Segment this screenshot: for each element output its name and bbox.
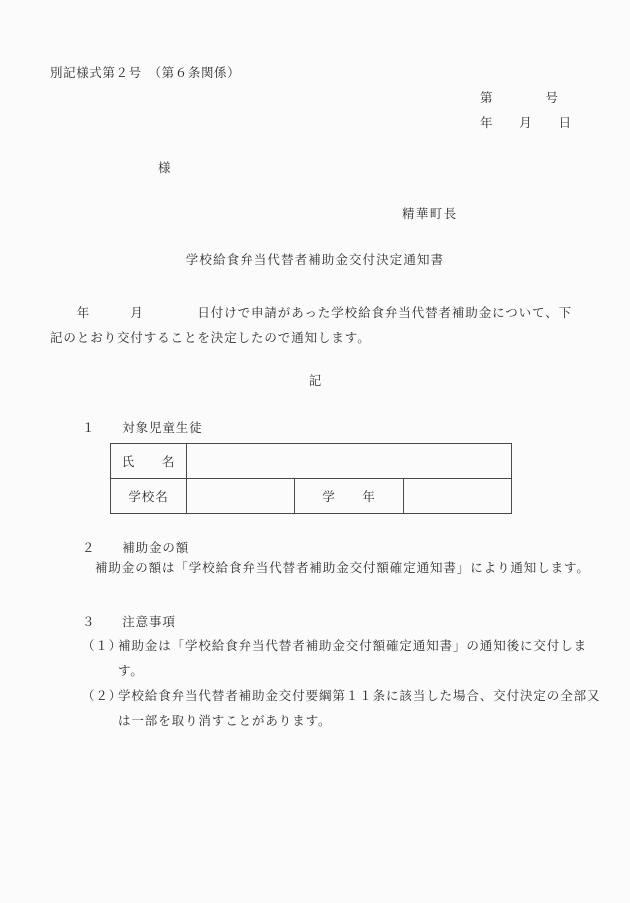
target-student-table (110, 443, 512, 514)
table-row (111, 444, 512, 479)
section-2-body: 補助金の額は「学校給食弁当代替者補助金交付額確定通知書」により通知します。 (95, 560, 590, 575)
note-item-2-marker: （２） (82, 688, 123, 703)
section-3-heading: ３ 注意事項 (82, 614, 176, 629)
document-title: 学校給食弁当代替者補助金交付決定通知書 (185, 252, 445, 267)
document-date-field: 年 月 日 (480, 115, 572, 130)
cell-grade-value[interactable] (403, 479, 511, 514)
cell-name-value[interactable] (187, 444, 512, 479)
body-paragraph: 年 月 日付けで申請があった学校給食弁当代替者補助金について、下記のとおり交付することを決定したので通知します。 (50, 305, 572, 345)
section-2-heading: ２ 補助金の額 (82, 540, 190, 555)
note-item-2 (82, 683, 608, 733)
cell-school-label: 学校名 (111, 479, 187, 514)
form-number: 別記様式第２号 （第６条関係） (50, 65, 241, 80)
document-number-field: 第 号 (480, 90, 559, 105)
section-1-heading: １ 対象児童生徒 (82, 420, 203, 435)
note-item-1-marker: （１） (82, 638, 123, 653)
ki-mark: 記 (308, 373, 322, 388)
table-row (111, 479, 512, 514)
cell-school-value[interactable] (187, 479, 295, 514)
cell-grade-label: 学 年 (295, 479, 403, 514)
addressee-line: 様 (158, 160, 172, 175)
note-item-1 (82, 633, 608, 683)
note-item-1-text: 補助金は「学校給食弁当代替者補助金交付額確定通知書」の通知後に交付します。 (118, 638, 588, 678)
issuer-name: 精華町長 (402, 206, 458, 221)
cell-name-label: 氏 名 (111, 444, 187, 479)
note-item-2-text: 学校給食弁当代替者補助金交付要綱第１１条に該当した場合、交付決定の全部又は一部を取り消すことがあります。 (118, 688, 601, 728)
